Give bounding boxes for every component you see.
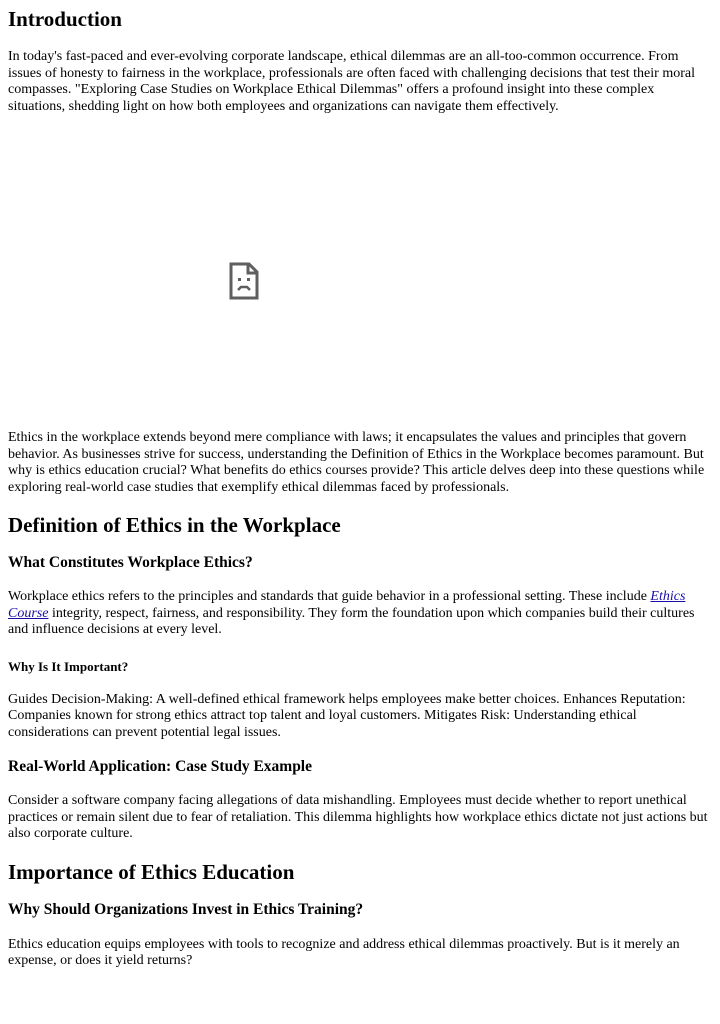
real-world-heading: Real-World Application: Case Study Example [8, 758, 312, 775]
article [0, 7, 720, 970]
introduction-heading: Introduction [8, 7, 122, 31]
article-image-placeholder [8, 124, 712, 430]
ethics-course-link[interactable]: Ethics Course [8, 589, 686, 621]
real-world-paragraph: Consider a software company facing allegations of data mishandling. Employees must decide whether to report unethical practices or remain silent due to fear of retaliation. This dilemma highlights how workplace ethics dictate not just actions but also corporate culture. [8, 793, 708, 841]
invest-training-heading: Why Should Organizations Invest in Ethics Training? [8, 900, 364, 918]
why-important-paragraph: Guides Decision-Making: A well-defined ethical framework helps employees make better choices. Enhances Reputation: Companies known for strong ethics attract top talent and loyal customers. Mitigates Risk: Understanding ethical considerations can prevent potential legal issues. [8, 691, 686, 740]
definition-heading: Definition of Ethics in the Workplace [8, 513, 341, 537]
why-important-heading: Why Is It Important? [8, 658, 129, 674]
ethics-intro-paragraph: Ethics in the workplace extends beyond mere compliance with laws; it encapsulates the values and principles that govern behavior. As businesses strive for success, understanding the Definition of Ethics in the Workplace becomes paramount. But why is ethics education crucial? What benefits do ethics courses provide? This article delves deep into these questions while exploring real-world case studies that exemplify ethical dilemmas faced by professionals. [8, 430, 705, 495]
what-text-before: Workplace ethics refers to the principles and standards that guide behavior in a professional setting. These include [8, 589, 651, 604]
what-constitutes-heading: What Constitutes Workplace Ethics? [8, 554, 253, 571]
invest-training-paragraph: Ethics education equips employees with tools to recognize and address ethical dilemmas proactively. But is it merely an expense, or does it yield returns? [8, 936, 680, 968]
introduction-paragraph: In today's fast-paced and ever-evolving corporate landscape, ethical dilemmas are an all-too-common occurrence. From issues of honesty to fairness in the workplace, professionals are often faced with challenging decisions that test their moral compasses. "Exploring Case Studies on Workplace Ethical Dilemmas" offers a profound insight into these complex situations, shedding light on how both employees and organizations can navigate them effectively. [8, 49, 695, 114]
what-constitutes-paragraph [8, 589, 712, 639]
what-text-after: integrity, respect, fairness, and responsibility. They form the foundation upon which companies build their cultures and influence decisions at every level. [8, 605, 695, 637]
broken-image-icon [229, 262, 259, 300]
importance-heading: Importance of Ethics Education [8, 859, 295, 884]
